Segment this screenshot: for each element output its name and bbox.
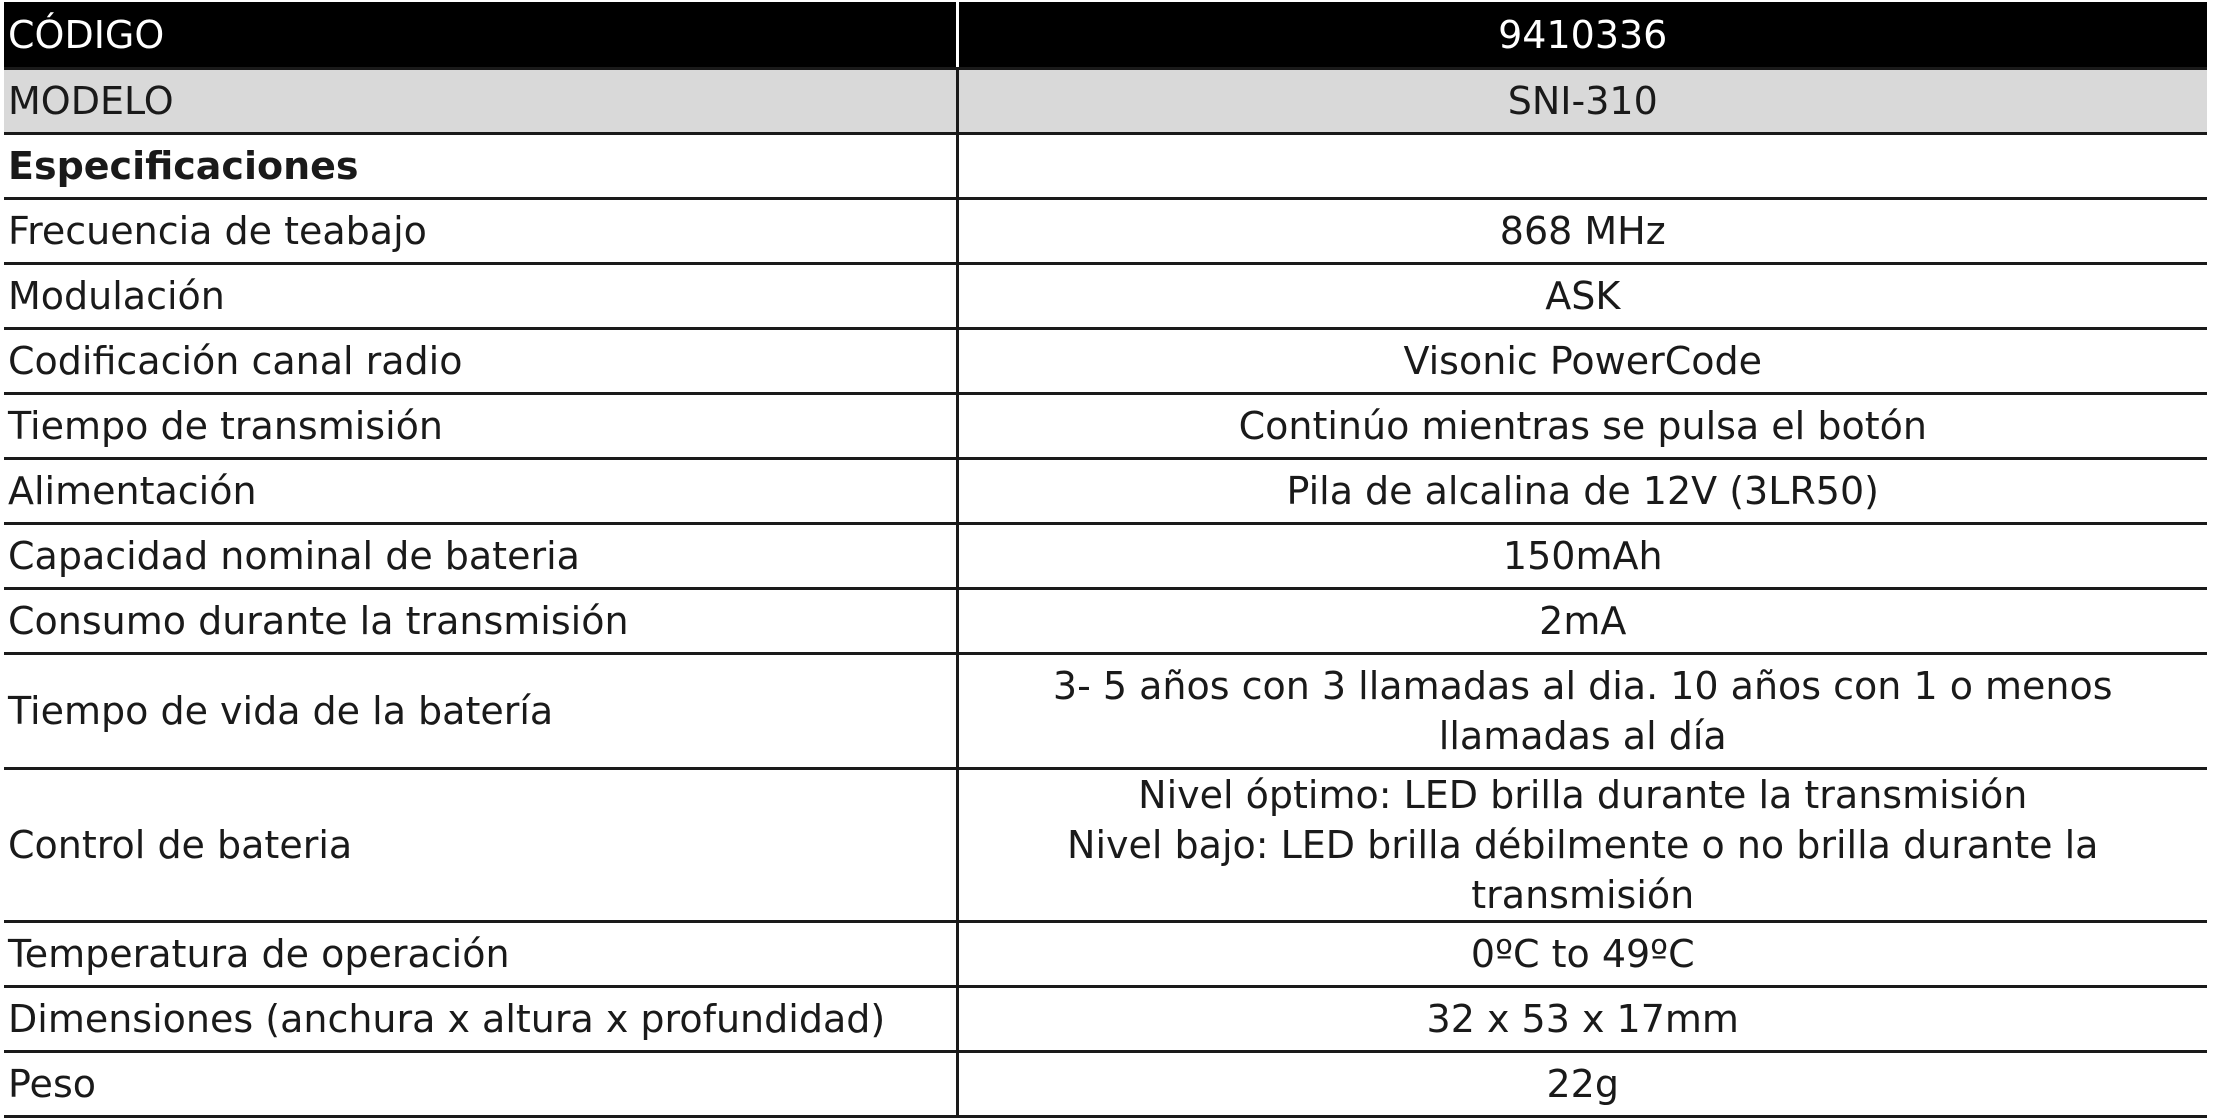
spec-value: ASK	[957, 264, 2207, 329]
table-row	[4, 1052, 2207, 1117]
model-label: MODELO	[4, 69, 957, 134]
table-row	[4, 769, 2207, 922]
section-title: Especificaciones	[4, 134, 957, 199]
spec-value: 868 MHz	[957, 199, 2207, 264]
spec-value-line: 3- 5 años con 3 llamadas al dia. 10 años con 1 o menos	[1052, 664, 2113, 708]
code-row	[4, 2, 2207, 69]
table-row	[4, 987, 2207, 1052]
spec-value: 150mAh	[957, 524, 2207, 589]
spec-value-line: llamadas al día	[1438, 714, 1727, 758]
spec-label: Codificación canal radio	[4, 329, 957, 394]
table-row	[4, 589, 2207, 654]
table-row	[4, 922, 2207, 987]
table-row	[4, 654, 2207, 769]
spec-value: 32 x 53 x 17mm	[957, 987, 2207, 1052]
table-row	[4, 459, 2207, 524]
spec-value: Visonic PowerCode	[957, 329, 2207, 394]
spec-label: Frecuencia de teabajo	[4, 199, 957, 264]
model-value: SNI-310	[957, 69, 2207, 134]
spec-label: Modulación	[4, 264, 957, 329]
spec-value	[957, 654, 2207, 769]
spec-label: Peso	[4, 1052, 957, 1117]
table-row	[4, 264, 2207, 329]
spec-value: Pila de alcalina de 12V (3LR50)	[957, 459, 2207, 524]
spec-label: Alimentación	[4, 459, 957, 524]
spec-value: Continúo mientras se pulsa el botón	[957, 394, 2207, 459]
spec-value-line: Nivel bajo: LED brilla débilmente o no brilla durante la transmisión	[1067, 823, 2099, 917]
spec-label: Capacidad nominal de bateria	[4, 524, 957, 589]
table-row	[4, 199, 2207, 264]
spec-table	[4, 2, 2207, 1118]
spec-value	[957, 769, 2207, 922]
spec-value: 22g	[957, 1052, 2207, 1117]
spec-label: Tiempo de transmisión	[4, 394, 957, 459]
spec-value: 2mA	[957, 589, 2207, 654]
spec-value-line: Nivel óptimo: LED brilla durante la transmisión	[1138, 773, 2028, 817]
spec-value: 0ºC to 49ºC	[957, 922, 2207, 987]
spec-label: Tiempo de vida de la batería	[4, 654, 957, 769]
spec-label: Dimensiones (anchura x altura x profundidad)	[4, 987, 957, 1052]
table-row	[4, 329, 2207, 394]
table-row	[4, 394, 2207, 459]
spec-label: Consumo durante la transmisión	[4, 589, 957, 654]
code-value: 9410336	[957, 2, 2207, 69]
spec-label: Control de bateria	[4, 769, 957, 922]
table-row	[4, 524, 2207, 589]
model-row	[4, 69, 2207, 134]
spec-label: Temperatura de operación	[4, 922, 957, 987]
section-row	[4, 134, 2207, 199]
code-label: CÓDIGO	[4, 2, 957, 69]
section-empty-cell	[957, 134, 2207, 199]
